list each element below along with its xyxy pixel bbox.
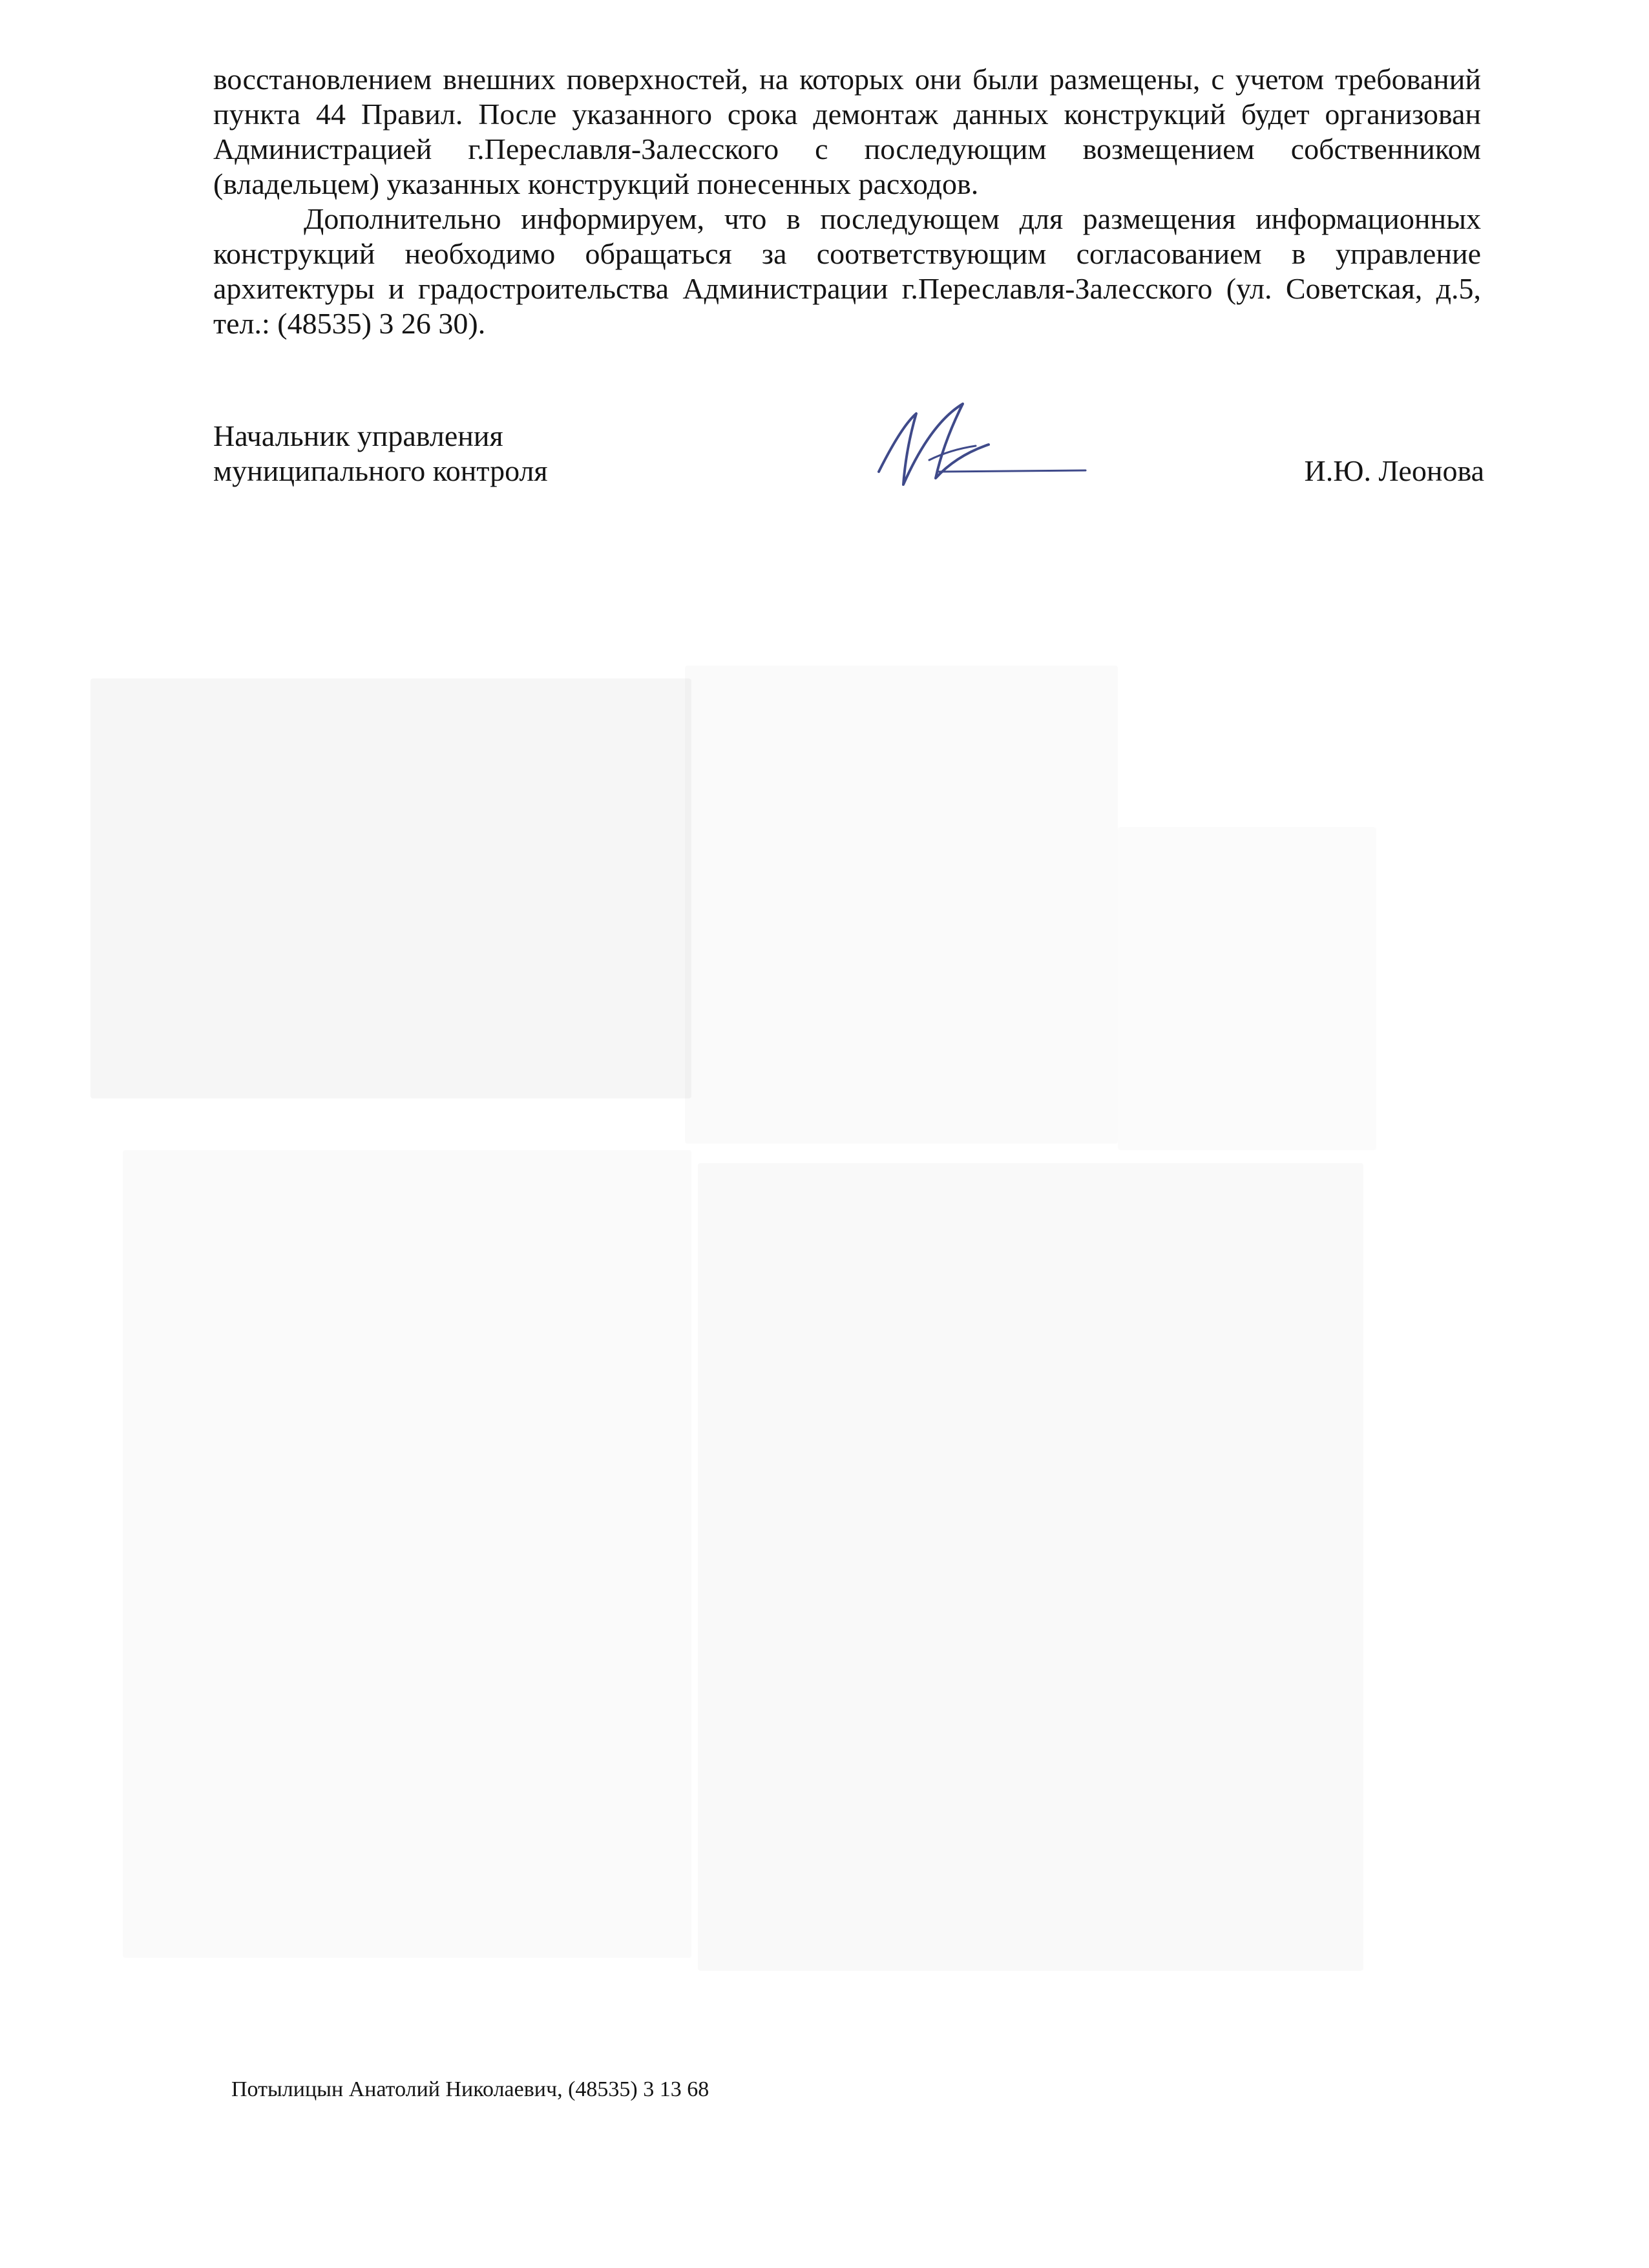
scan-shadow: [1118, 827, 1376, 1150]
signer-position: [213, 419, 548, 488]
executor-contact: Потылицын Анатолий Николаевич, (48535) 3 13 68: [231, 2077, 709, 2101]
scan-shadow: [123, 1150, 691, 1958]
scan-shadow: [90, 678, 691, 1098]
letter-body: [213, 62, 1481, 341]
signer-position-line-1: Начальник управления: [213, 419, 503, 452]
signer-name: И.Ю. Леонова: [1304, 454, 1484, 487]
letter-paragraph-1: восстановлением внешних поверхностей, на которых они были размещены, с учетом требований пункта 44 Правил. После указанного срока демонтаж данных конструкций будет организован Администрацией г.Переславля-Залесского с последующим возмещением собственником (владельцем) указанных конструкций понесенных расходов.: [213, 63, 1481, 200]
scan-shadow: [685, 666, 1118, 1144]
signer-position-line-2: муниципального контроля: [213, 454, 548, 487]
scan-shadow: [698, 1163, 1363, 1971]
letter-paragraph-2: Дополнительно информируем, что в последующем для размещения информационных конструкций необходимо обращаться за соответствующим согласованием в управление архитектуры и градостроительства Администрации г.Переславля-Залесского (ул. Советская, д.5, тел.: (48535) 3 26 30).: [213, 202, 1481, 340]
handwritten-signature: [866, 388, 1092, 498]
